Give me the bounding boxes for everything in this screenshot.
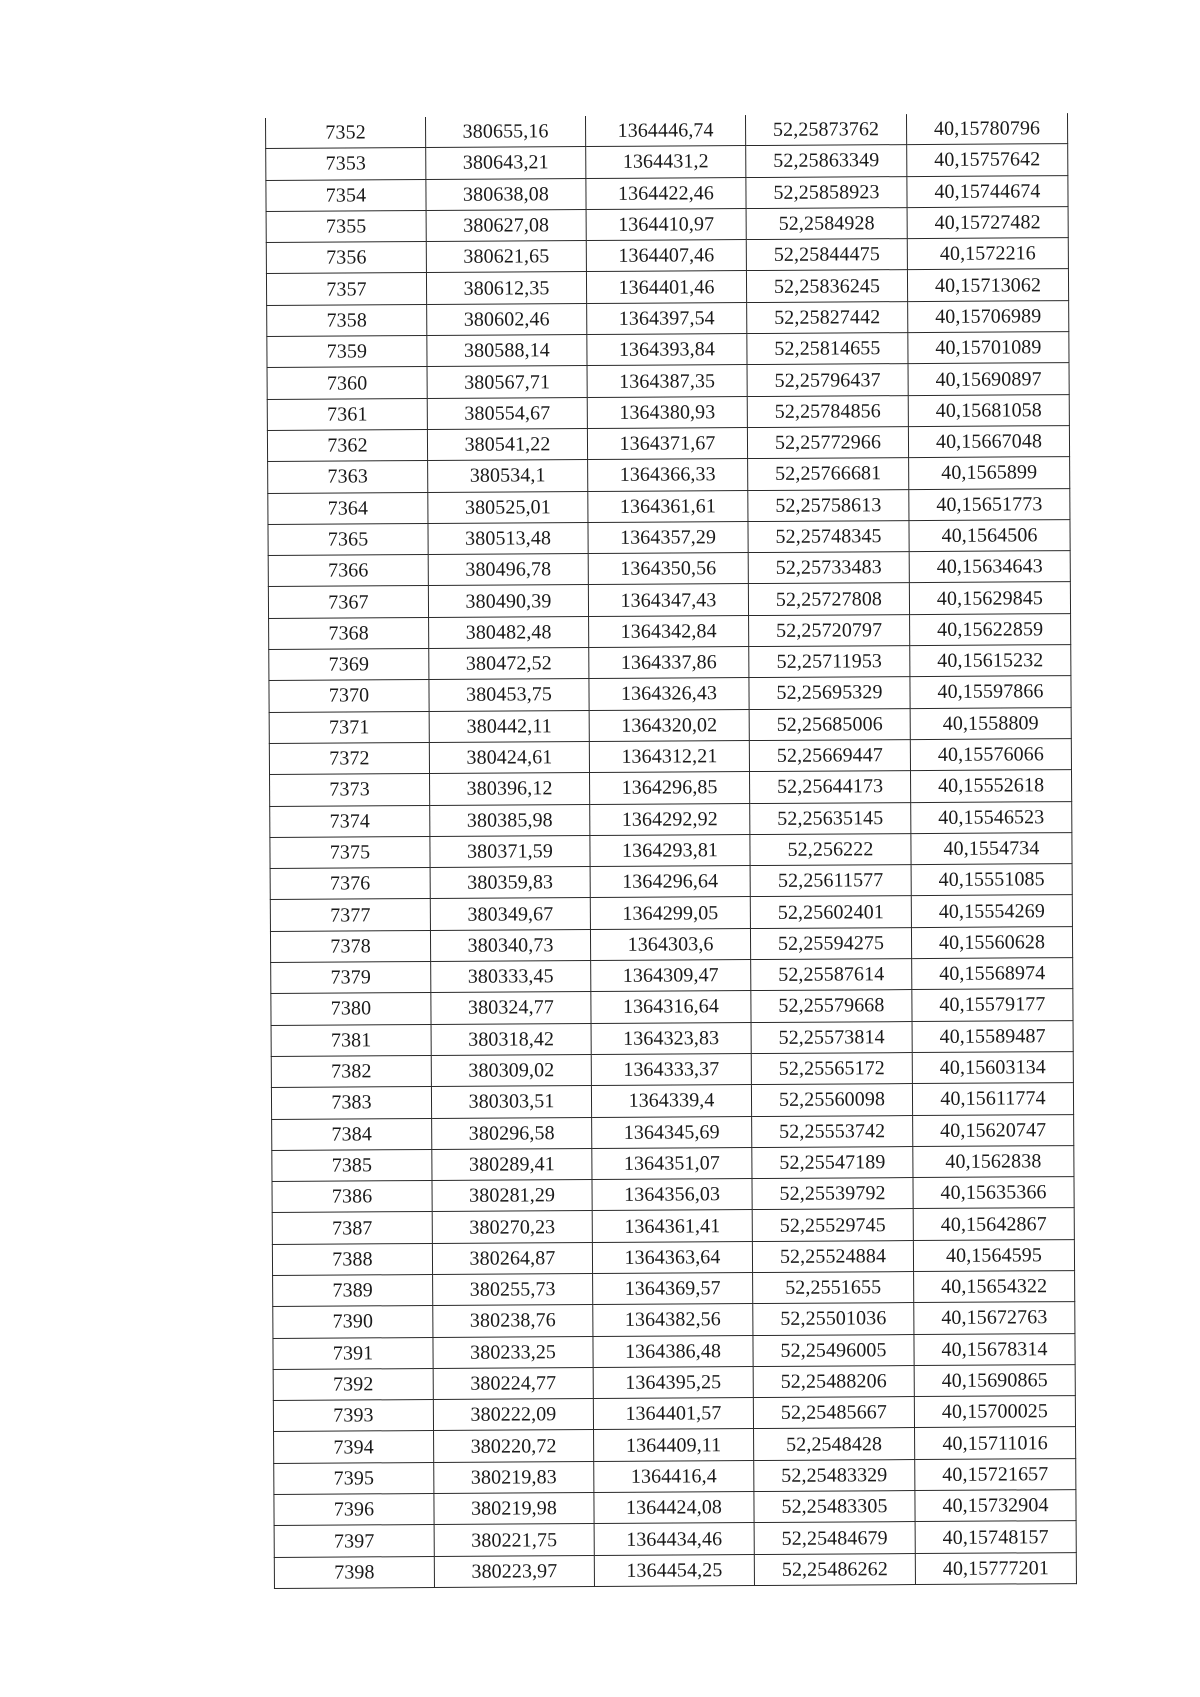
x-coordinate-cell: 380525,01 bbox=[428, 491, 588, 523]
latitude-cell: 52,25483305 bbox=[754, 1491, 915, 1523]
longitude-cell: 40,15552618 bbox=[910, 770, 1071, 802]
table-row bbox=[269, 645, 1071, 681]
y-coordinate-cell: 1364454,25 bbox=[594, 1554, 754, 1586]
latitude-cell: 52,2548428 bbox=[754, 1428, 915, 1460]
longitude-cell: 40,1562838 bbox=[913, 1145, 1074, 1177]
x-coordinate-cell: 380349,67 bbox=[430, 898, 590, 930]
x-coordinate-cell: 380627,08 bbox=[426, 209, 586, 241]
longitude-cell: 40,15554269 bbox=[911, 895, 1072, 927]
point-number-cell: 7360 bbox=[267, 367, 427, 399]
x-coordinate-cell: 380567,71 bbox=[427, 366, 587, 398]
latitude-cell: 52,25529745 bbox=[752, 1209, 913, 1241]
table-row bbox=[273, 1364, 1075, 1400]
y-coordinate-cell: 1364312,21 bbox=[589, 740, 749, 772]
table-row bbox=[269, 707, 1071, 743]
latitude-cell: 52,25695329 bbox=[749, 677, 910, 709]
table-row bbox=[268, 582, 1070, 618]
y-coordinate-cell: 1364366,33 bbox=[588, 459, 748, 491]
longitude-cell: 40,15713062 bbox=[907, 269, 1068, 301]
y-coordinate-cell: 1364397,54 bbox=[587, 302, 747, 334]
y-coordinate-cell: 1364299,05 bbox=[590, 897, 750, 929]
latitude-cell: 52,25501036 bbox=[753, 1303, 914, 1335]
y-coordinate-cell: 1364409,11 bbox=[594, 1429, 754, 1461]
longitude-cell: 40,15611774 bbox=[912, 1083, 1073, 1115]
table-row bbox=[269, 613, 1071, 649]
latitude-cell: 52,25796437 bbox=[747, 364, 908, 396]
latitude-cell: 52,25560098 bbox=[751, 1084, 912, 1116]
point-number-cell: 7381 bbox=[271, 1024, 431, 1056]
point-number-cell: 7359 bbox=[267, 336, 427, 368]
table-row bbox=[272, 1208, 1074, 1244]
y-coordinate-cell: 1364350,56 bbox=[588, 553, 748, 585]
y-coordinate-cell: 1364292,92 bbox=[590, 803, 750, 835]
point-number-cell: 7393 bbox=[273, 1400, 433, 1432]
table-row bbox=[267, 426, 1069, 462]
point-number-cell: 7366 bbox=[268, 555, 428, 587]
x-coordinate-cell: 380223,97 bbox=[434, 1555, 594, 1587]
y-coordinate-cell: 1364363,64 bbox=[592, 1241, 752, 1273]
latitude-cell: 52,25844475 bbox=[746, 239, 907, 271]
point-number-cell: 7352 bbox=[266, 117, 426, 149]
y-coordinate-cell: 1364401,57 bbox=[593, 1398, 753, 1430]
latitude-cell: 52,25727808 bbox=[748, 583, 909, 615]
point-number-cell: 7371 bbox=[269, 711, 429, 743]
x-coordinate-cell: 380220,72 bbox=[434, 1430, 594, 1462]
table-row bbox=[274, 1458, 1076, 1494]
point-number-cell: 7372 bbox=[269, 742, 429, 774]
latitude-cell: 52,25602401 bbox=[750, 896, 911, 928]
longitude-cell: 40,1554734 bbox=[911, 832, 1072, 864]
point-number-cell: 7365 bbox=[268, 523, 428, 555]
point-number-cell: 7385 bbox=[272, 1149, 432, 1181]
x-coordinate-cell: 380554,67 bbox=[427, 397, 587, 429]
table-row bbox=[270, 895, 1072, 931]
latitude-cell: 52,25484679 bbox=[754, 1522, 915, 1554]
y-coordinate-cell: 1364387,35 bbox=[587, 365, 747, 397]
table-row bbox=[266, 269, 1068, 305]
y-coordinate-cell: 1364296,85 bbox=[590, 772, 750, 804]
longitude-cell: 40,1572216 bbox=[907, 238, 1068, 270]
y-coordinate-cell: 1364424,08 bbox=[594, 1492, 754, 1524]
latitude-cell: 52,25827442 bbox=[747, 301, 908, 333]
x-coordinate-cell: 380255,73 bbox=[433, 1274, 593, 1306]
table-row bbox=[266, 206, 1068, 242]
longitude-cell: 40,15546523 bbox=[911, 801, 1072, 833]
x-coordinate-cell: 380359,83 bbox=[430, 867, 590, 899]
y-coordinate-cell: 1364361,61 bbox=[588, 490, 748, 522]
x-coordinate-cell: 380270,23 bbox=[432, 1211, 592, 1243]
x-coordinate-cell: 380612,35 bbox=[426, 272, 586, 304]
latitude-cell: 52,25579668 bbox=[751, 990, 912, 1022]
latitude-cell: 52,25711953 bbox=[749, 646, 910, 678]
latitude-cell: 52,25486262 bbox=[754, 1553, 915, 1585]
latitude-cell: 52,25772966 bbox=[747, 427, 908, 459]
x-coordinate-cell: 380238,76 bbox=[433, 1305, 593, 1337]
table-row bbox=[272, 1239, 1074, 1275]
latitude-cell: 52,2551655 bbox=[753, 1272, 914, 1304]
table-row bbox=[266, 175, 1068, 211]
longitude-cell: 40,15721657 bbox=[915, 1458, 1076, 1490]
y-coordinate-cell: 1364371,67 bbox=[587, 428, 747, 460]
x-coordinate-cell: 380219,98 bbox=[434, 1493, 594, 1525]
y-coordinate-cell: 1364309,47 bbox=[591, 960, 751, 992]
longitude-cell: 40,15732904 bbox=[915, 1490, 1076, 1522]
y-coordinate-cell: 1364407,46 bbox=[586, 240, 746, 272]
latitude-cell: 52,25644173 bbox=[750, 771, 911, 803]
y-coordinate-cell: 1364369,57 bbox=[593, 1273, 753, 1305]
table-row bbox=[273, 1396, 1075, 1432]
point-number-cell: 7367 bbox=[268, 586, 428, 618]
y-coordinate-cell: 1364326,43 bbox=[589, 678, 749, 710]
latitude-cell: 52,25496005 bbox=[753, 1334, 914, 1366]
latitude-cell: 52,25635145 bbox=[750, 802, 911, 834]
table-row bbox=[268, 457, 1070, 493]
y-coordinate-cell: 1364382,56 bbox=[593, 1304, 753, 1336]
latitude-cell: 52,25488206 bbox=[753, 1365, 914, 1397]
point-number-cell: 7374 bbox=[270, 805, 430, 837]
longitude-cell: 40,15744674 bbox=[907, 175, 1068, 207]
latitude-cell: 52,25669447 bbox=[749, 740, 910, 772]
longitude-cell: 40,15560628 bbox=[911, 926, 1072, 958]
longitude-cell: 40,15589487 bbox=[912, 1020, 1073, 1052]
longitude-cell: 40,15777201 bbox=[915, 1552, 1076, 1584]
point-number-cell: 7388 bbox=[272, 1243, 432, 1275]
table-row bbox=[274, 1490, 1076, 1526]
x-coordinate-cell: 380318,42 bbox=[431, 1023, 591, 1055]
x-coordinate-cell: 380222,09 bbox=[433, 1399, 593, 1431]
y-coordinate-cell: 1364357,29 bbox=[588, 521, 748, 553]
longitude-cell: 40,15576066 bbox=[910, 739, 1071, 771]
table-row bbox=[270, 832, 1072, 868]
y-coordinate-cell: 1364347,43 bbox=[588, 584, 748, 616]
x-coordinate-cell: 380264,87 bbox=[432, 1242, 592, 1274]
point-number-cell: 7378 bbox=[270, 930, 430, 962]
latitude-cell: 52,25483329 bbox=[754, 1459, 915, 1491]
latitude-cell: 52,25594275 bbox=[750, 927, 911, 959]
table-row bbox=[273, 1333, 1075, 1369]
latitude-cell: 52,25784856 bbox=[747, 395, 908, 427]
y-coordinate-cell: 1364446,74 bbox=[585, 115, 745, 147]
y-coordinate-cell: 1364333,37 bbox=[591, 1053, 751, 1085]
point-number-cell: 7391 bbox=[273, 1337, 433, 1369]
latitude-cell: 52,25485667 bbox=[753, 1397, 914, 1429]
x-coordinate-cell: 380638,08 bbox=[426, 178, 586, 210]
y-coordinate-cell: 1364351,07 bbox=[592, 1147, 752, 1179]
coordinates-table bbox=[265, 113, 1077, 1589]
table-row bbox=[271, 958, 1073, 994]
y-coordinate-cell: 1364342,84 bbox=[589, 615, 749, 647]
table-row bbox=[272, 1177, 1074, 1213]
longitude-cell: 40,15568974 bbox=[912, 958, 1073, 990]
point-number-cell: 7398 bbox=[274, 1556, 434, 1588]
table-row bbox=[266, 144, 1068, 180]
point-number-cell: 7369 bbox=[269, 649, 429, 681]
table-row bbox=[266, 113, 1068, 149]
point-number-cell: 7355 bbox=[266, 210, 426, 242]
coordinates-table-body bbox=[266, 113, 1077, 1588]
y-coordinate-cell: 1364393,84 bbox=[587, 334, 747, 366]
y-coordinate-cell: 1364345,69 bbox=[592, 1116, 752, 1148]
longitude-cell: 40,15706989 bbox=[908, 300, 1069, 332]
table-row bbox=[274, 1552, 1076, 1588]
latitude-cell: 52,25748345 bbox=[748, 520, 909, 552]
x-coordinate-cell: 380490,39 bbox=[428, 585, 588, 617]
x-coordinate-cell: 380333,45 bbox=[431, 961, 591, 993]
longitude-cell: 40,15757642 bbox=[907, 144, 1068, 176]
latitude-cell: 52,25873762 bbox=[745, 114, 906, 146]
table-row bbox=[270, 770, 1072, 806]
longitude-cell: 40,15622859 bbox=[910, 613, 1071, 645]
point-number-cell: 7386 bbox=[272, 1181, 432, 1213]
longitude-cell: 40,15667048 bbox=[908, 426, 1069, 458]
y-coordinate-cell: 1364401,46 bbox=[586, 271, 746, 303]
x-coordinate-cell: 380281,29 bbox=[432, 1180, 592, 1212]
table-row bbox=[273, 1271, 1075, 1307]
point-number-cell: 7397 bbox=[274, 1525, 434, 1557]
y-coordinate-cell: 1364303,6 bbox=[590, 928, 750, 960]
x-coordinate-cell: 380472,52 bbox=[429, 648, 589, 680]
x-coordinate-cell: 380303,51 bbox=[431, 1086, 591, 1118]
x-coordinate-cell: 380482,48 bbox=[429, 616, 589, 648]
table-row bbox=[269, 739, 1071, 775]
table-row bbox=[274, 1427, 1076, 1463]
x-coordinate-cell: 380534,1 bbox=[428, 460, 588, 492]
longitude-cell: 40,15678314 bbox=[914, 1333, 1075, 1365]
longitude-cell: 40,15651773 bbox=[909, 488, 1070, 520]
latitude-cell: 52,25611577 bbox=[750, 865, 911, 897]
point-number-cell: 7354 bbox=[266, 179, 426, 211]
table-row bbox=[267, 363, 1069, 399]
y-coordinate-cell: 1364356,03 bbox=[592, 1179, 752, 1211]
latitude-cell: 52,25836245 bbox=[746, 270, 907, 302]
x-coordinate-cell: 380224,77 bbox=[433, 1367, 593, 1399]
longitude-cell: 40,15654322 bbox=[914, 1271, 1075, 1303]
longitude-cell: 40,1564595 bbox=[913, 1239, 1074, 1271]
latitude-cell: 52,25733483 bbox=[748, 552, 909, 584]
longitude-cell: 40,15727482 bbox=[907, 206, 1068, 238]
y-coordinate-cell: 1364296,64 bbox=[590, 866, 750, 898]
x-coordinate-cell: 380424,61 bbox=[429, 741, 589, 773]
longitude-cell: 40,15780796 bbox=[906, 113, 1067, 145]
table-row bbox=[270, 801, 1072, 837]
longitude-cell: 40,1565899 bbox=[909, 457, 1070, 489]
longitude-cell: 40,15634643 bbox=[909, 551, 1070, 583]
longitude-cell: 40,15597866 bbox=[910, 676, 1071, 708]
longitude-cell: 40,15635366 bbox=[913, 1177, 1074, 1209]
table-row bbox=[271, 1051, 1073, 1087]
point-number-cell: 7361 bbox=[267, 398, 427, 430]
point-number-cell: 7363 bbox=[268, 461, 428, 493]
latitude-cell: 52,256222 bbox=[750, 833, 911, 865]
x-coordinate-cell: 380621,65 bbox=[426, 241, 586, 273]
point-number-cell: 7373 bbox=[270, 774, 430, 806]
longitude-cell: 40,15701089 bbox=[908, 332, 1069, 364]
table-row bbox=[267, 332, 1069, 368]
y-coordinate-cell: 1364431,2 bbox=[586, 146, 746, 178]
table-row bbox=[267, 394, 1069, 430]
table-row bbox=[271, 1020, 1073, 1056]
longitude-cell: 40,15551085 bbox=[911, 864, 1072, 896]
longitude-cell: 40,1558809 bbox=[910, 707, 1071, 739]
y-coordinate-cell: 1364395,25 bbox=[593, 1366, 753, 1398]
latitude-cell: 52,25758613 bbox=[748, 489, 909, 521]
latitude-cell: 52,25685006 bbox=[749, 708, 910, 740]
table-row bbox=[273, 1302, 1075, 1338]
point-number-cell: 7387 bbox=[272, 1212, 432, 1244]
point-number-cell: 7356 bbox=[266, 242, 426, 274]
x-coordinate-cell: 380340,73 bbox=[430, 929, 590, 961]
latitude-cell: 52,25539792 bbox=[752, 1178, 913, 1210]
x-coordinate-cell: 380643,21 bbox=[426, 147, 586, 179]
latitude-cell: 52,2584928 bbox=[746, 207, 907, 239]
x-coordinate-cell: 380324,77 bbox=[431, 992, 591, 1024]
table-row bbox=[274, 1521, 1076, 1557]
x-coordinate-cell: 380541,22 bbox=[427, 429, 587, 461]
longitude-cell: 40,15603134 bbox=[912, 1051, 1073, 1083]
x-coordinate-cell: 380221,75 bbox=[434, 1524, 594, 1556]
point-number-cell: 7392 bbox=[273, 1368, 433, 1400]
longitude-cell: 40,15690865 bbox=[914, 1364, 1075, 1396]
y-coordinate-cell: 1364339,4 bbox=[591, 1085, 751, 1117]
point-number-cell: 7383 bbox=[271, 1087, 431, 1119]
y-coordinate-cell: 1364316,64 bbox=[591, 991, 751, 1023]
y-coordinate-cell: 1364380,93 bbox=[587, 396, 747, 428]
y-coordinate-cell: 1364320,02 bbox=[589, 709, 749, 741]
longitude-cell: 40,15711016 bbox=[915, 1427, 1076, 1459]
y-coordinate-cell: 1364337,86 bbox=[589, 647, 749, 679]
table-row bbox=[270, 926, 1072, 962]
latitude-cell: 52,25587614 bbox=[751, 959, 912, 991]
point-number-cell: 7358 bbox=[267, 304, 427, 336]
longitude-cell: 40,15748157 bbox=[915, 1521, 1076, 1553]
point-number-cell: 7362 bbox=[267, 429, 427, 461]
longitude-cell: 40,15579177 bbox=[912, 989, 1073, 1021]
point-number-cell: 7379 bbox=[271, 962, 431, 994]
point-number-cell: 7376 bbox=[270, 868, 430, 900]
x-coordinate-cell: 380309,02 bbox=[431, 1054, 591, 1086]
x-coordinate-cell: 380385,98 bbox=[430, 804, 590, 836]
y-coordinate-cell: 1364410,97 bbox=[586, 208, 746, 240]
x-coordinate-cell: 380289,41 bbox=[432, 1148, 592, 1180]
y-coordinate-cell: 1364386,48 bbox=[593, 1335, 753, 1367]
table-row bbox=[268, 488, 1070, 524]
latitude-cell: 52,25553742 bbox=[752, 1115, 913, 1147]
point-number-cell: 7375 bbox=[270, 836, 430, 868]
point-number-cell: 7389 bbox=[273, 1274, 433, 1306]
x-coordinate-cell: 380219,83 bbox=[434, 1461, 594, 1493]
x-coordinate-cell: 380602,46 bbox=[427, 303, 587, 335]
latitude-cell: 52,25524884 bbox=[752, 1240, 913, 1272]
longitude-cell: 40,15690897 bbox=[908, 363, 1069, 395]
latitude-cell: 52,25863349 bbox=[746, 145, 907, 177]
x-coordinate-cell: 380588,14 bbox=[427, 335, 587, 367]
x-coordinate-cell: 380296,58 bbox=[432, 1117, 592, 1149]
x-coordinate-cell: 380496,78 bbox=[428, 554, 588, 586]
table-row bbox=[269, 676, 1071, 712]
latitude-cell: 52,25565172 bbox=[751, 1052, 912, 1084]
point-number-cell: 7380 bbox=[271, 993, 431, 1025]
x-coordinate-cell: 380233,25 bbox=[433, 1336, 593, 1368]
latitude-cell: 52,25720797 bbox=[749, 614, 910, 646]
y-coordinate-cell: 1364422,46 bbox=[586, 177, 746, 209]
y-coordinate-cell: 1364434,46 bbox=[594, 1523, 754, 1555]
table-row bbox=[268, 519, 1070, 555]
longitude-cell: 40,15642867 bbox=[913, 1208, 1074, 1240]
x-coordinate-cell: 380453,75 bbox=[429, 679, 589, 711]
x-coordinate-cell: 380396,12 bbox=[430, 773, 590, 805]
table-row bbox=[271, 1083, 1073, 1119]
point-number-cell: 7394 bbox=[274, 1431, 434, 1463]
point-number-cell: 7357 bbox=[266, 273, 426, 305]
y-coordinate-cell: 1364323,83 bbox=[591, 1022, 751, 1054]
table-row bbox=[271, 989, 1073, 1025]
latitude-cell: 52,25766681 bbox=[748, 458, 909, 490]
y-coordinate-cell: 1364293,81 bbox=[590, 834, 750, 866]
y-coordinate-cell: 1364361,41 bbox=[592, 1210, 752, 1242]
point-number-cell: 7364 bbox=[268, 492, 428, 524]
point-number-cell: 7384 bbox=[272, 1118, 432, 1150]
x-coordinate-cell: 380442,11 bbox=[429, 710, 589, 742]
longitude-cell: 40,15629845 bbox=[909, 582, 1070, 614]
point-number-cell: 7395 bbox=[274, 1462, 434, 1494]
longitude-cell: 40,15672763 bbox=[914, 1302, 1075, 1334]
point-number-cell: 7396 bbox=[274, 1494, 434, 1526]
point-number-cell: 7377 bbox=[270, 899, 430, 931]
point-number-cell: 7382 bbox=[271, 1055, 431, 1087]
latitude-cell: 52,25858923 bbox=[746, 176, 907, 208]
latitude-cell: 52,25814655 bbox=[747, 333, 908, 365]
x-coordinate-cell: 380513,48 bbox=[428, 522, 588, 554]
table-row bbox=[267, 300, 1069, 336]
longitude-cell: 40,1564506 bbox=[909, 519, 1070, 551]
table-row bbox=[268, 551, 1070, 587]
x-coordinate-cell: 380371,59 bbox=[430, 835, 590, 867]
longitude-cell: 40,15615232 bbox=[910, 645, 1071, 677]
point-number-cell: 7368 bbox=[269, 617, 429, 649]
latitude-cell: 52,25573814 bbox=[751, 1021, 912, 1053]
longitude-cell: 40,15700025 bbox=[914, 1396, 1075, 1428]
table-row bbox=[272, 1114, 1074, 1150]
point-number-cell: 7390 bbox=[273, 1306, 433, 1338]
longitude-cell: 40,15620747 bbox=[913, 1114, 1074, 1146]
table-row bbox=[272, 1145, 1074, 1181]
table-row bbox=[270, 864, 1072, 900]
x-coordinate-cell: 380655,16 bbox=[425, 116, 585, 148]
y-coordinate-cell: 1364416,4 bbox=[594, 1460, 754, 1492]
point-number-cell: 7353 bbox=[266, 148, 426, 180]
point-number-cell: 7370 bbox=[269, 680, 429, 712]
table-row bbox=[266, 238, 1068, 274]
latitude-cell: 52,25547189 bbox=[752, 1146, 913, 1178]
longitude-cell: 40,15681058 bbox=[908, 394, 1069, 426]
